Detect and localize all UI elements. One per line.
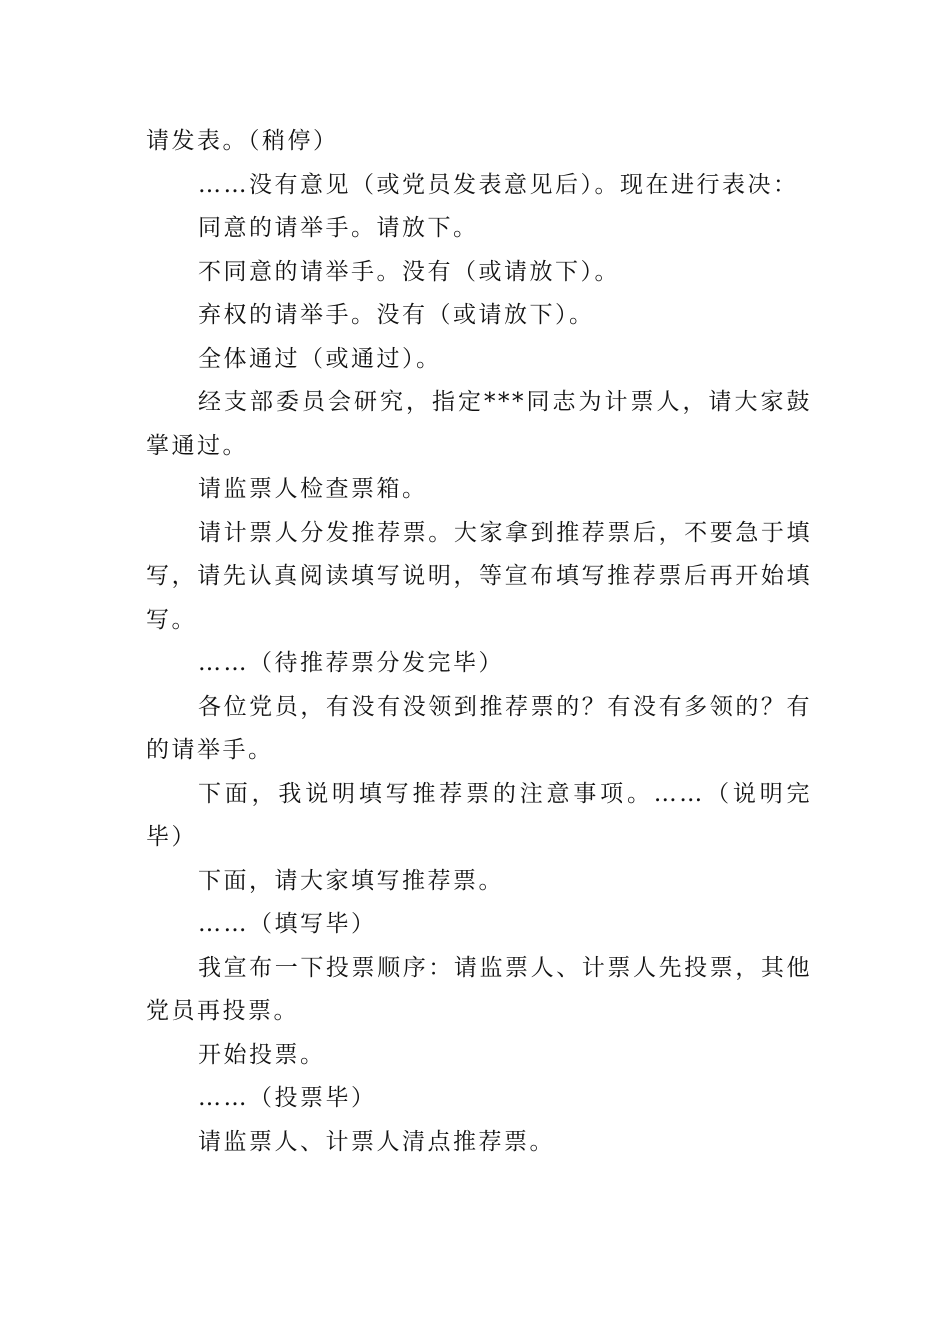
paragraph: 请监票人检查票箱。 (198, 476, 428, 502)
paragraph: 各位党员，有没有没领到推荐票的？有没有多领的？有的请举手。 (146, 693, 812, 763)
paragraph: ……没有意见（或党员发表意见后）。现在进行表决： (198, 171, 799, 198)
paragraph: 请发表。（稍停） (146, 128, 339, 154)
document-body (146, 120, 812, 1164)
paragraph: 弃权的请举手。没有（或请放下）。 (198, 302, 595, 328)
paragraph: 经支部委员会研究，指定***同志为计票人，请大家鼓掌通过。 (146, 389, 812, 459)
paragraph: 请监票人、计票人清点推荐票。 (198, 1128, 555, 1155)
paragraph: ……（待推荐票分发完毕） (198, 650, 504, 676)
paragraph: 开始投票。 (198, 1041, 326, 1068)
paragraph: 全体通过（或通过）。 (198, 345, 442, 372)
paragraph: 同意的请举手。请放下。 (198, 215, 479, 241)
paragraph: ……（投票毕） (198, 1085, 377, 1111)
paragraph: 我宣布一下投票顺序：请监票人、计票人先投票，其他党员再投票。 (146, 954, 812, 1024)
paragraph: 下面，我说明填写推荐票的注意事项。……（说明完毕） (146, 780, 812, 850)
paragraph: 请计票人分发推荐票。大家拿到推荐票后，不要急于填写，请先认真阅读填写说明，等宣布填写推荐票后再开始填写。 (146, 519, 812, 633)
paragraph: ……（填写毕） (198, 911, 377, 937)
paragraph: 下面，请大家填写推荐票。 (198, 867, 504, 894)
paragraph: 不同意的请举手。没有（或请放下）。 (198, 258, 620, 285)
